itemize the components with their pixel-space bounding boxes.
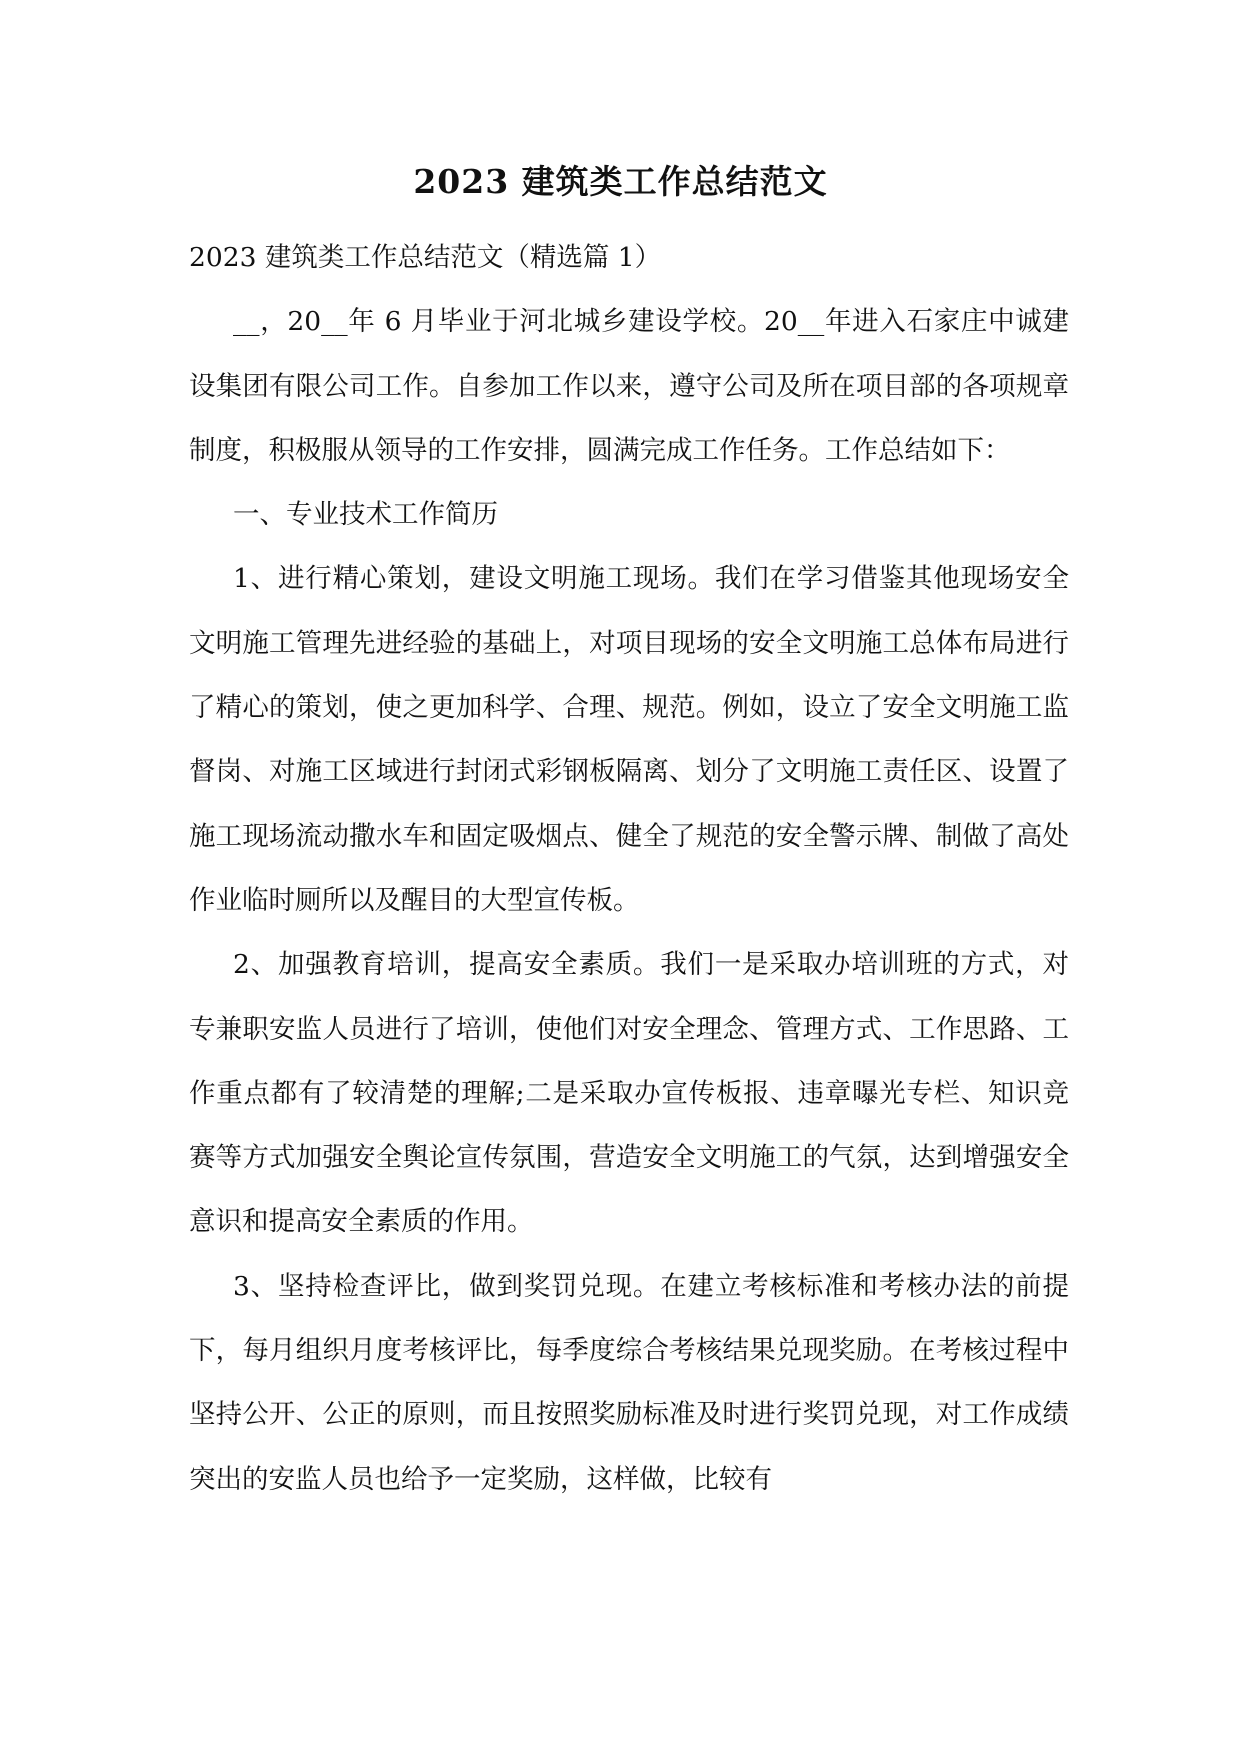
item-2-paragraph: 2、加强教育培训，提高安全素质。我们一是采取办培训班的方式，对专兼职安监人员进行了培训，使他们对安全理念、管理方式、工作思路、工作重点都有了较清楚的理解;二是采取办宣传板报、违章曝光专栏、知识竞赛等方式加强安全舆论宣传氛围，营造安全文明施工的气氛，达到增强安全意识和提高安全素质的作用。 (189, 949, 1069, 1238)
document-title: 2023 建筑类工作总结范文 (413, 162, 828, 201)
section-heading: 2023 建筑类工作总结范文（精选篇 1） (189, 242, 662, 273)
section-one-heading: 一、专业技术工作简历 (233, 499, 498, 531)
intro-paragraph: __，20__年 6 月毕业于河北城乡建设学校。20__年进入石家庄中诚建设集团有限公司工作。自参加工作以来，遵守公司及所在项目部的各项规章制度，积极服从领导的工作安排，圆满完成工作任务。工作总结如下： (189, 306, 1069, 466)
item-3-paragraph: 3、坚持检查评比，做到奖罚兑现。在建立考核标准和考核办法的前提下，每月组织月度考核评比，每季度综合考核结果兑现奖励。在考核过程中坚持公开、公正的原则，而且按照奖励标准及时进行奖罚兑现，对工作成绩突出的安监人员也给予一定奖励，这样做，比较有 (189, 1270, 1069, 1495)
item-1-paragraph: 1、进行精心策划，建设文明施工现场。我们在学习借鉴其他现场安全文明施工管理先进经验的基础上，对项目现场的安全文明施工总体布局进行了精心的策划，使之更加科学、合理、规范。例如，设立了安全文明施工监督岗、对施工区域进行封闭式彩钢板隔离、划分了文明施工责任区、设置了施工现场流动撒水车和固定吸烟点、健全了规范的安全警示牌、制做了高处作业临时厕所以及醒目的大型宣传板。 (189, 563, 1069, 916)
document-body (189, 226, 1069, 1512)
